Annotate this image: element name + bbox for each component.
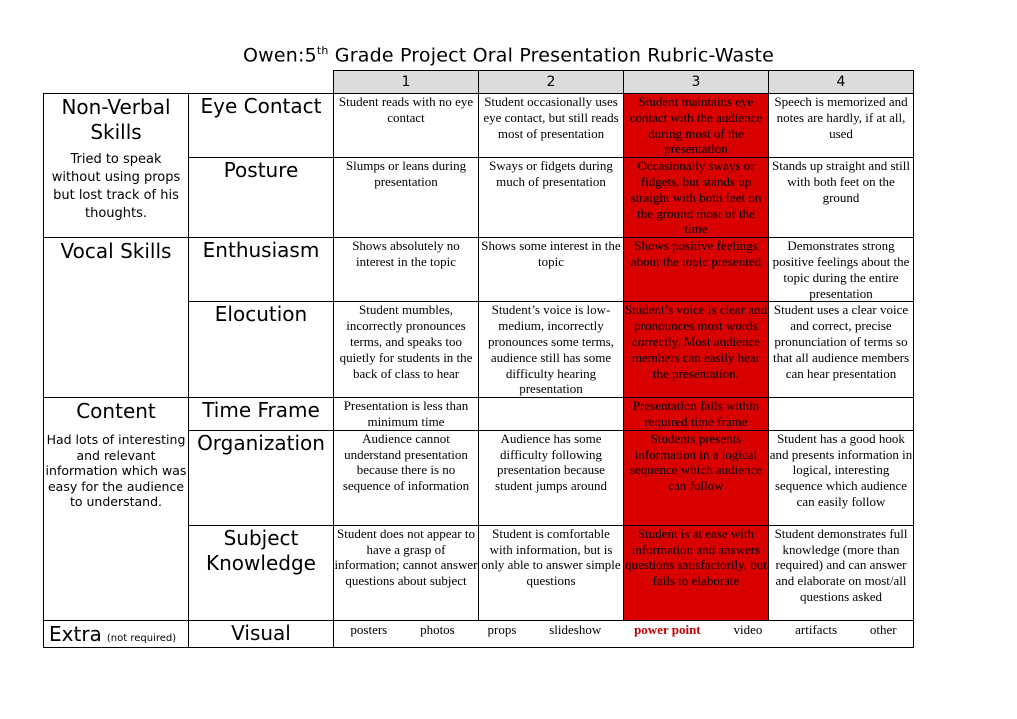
descriptor-cell[interactable]: Student is at ease with information and answers questions satisfactorily, but fails to elaborate bbox=[624, 525, 769, 620]
visual-option[interactable]: slideshow bbox=[549, 621, 602, 637]
criterion-row-eye-contact bbox=[44, 94, 914, 158]
descriptor-cell[interactable] bbox=[769, 398, 914, 431]
descriptor-cell[interactable]: Student’s voice is low-medium, incorrectly pronounces some terms, audience still has some difficulty hearing presentation bbox=[479, 302, 624, 398]
criterion-row-enthusiasm bbox=[44, 238, 914, 302]
descriptor-cell[interactable]: Shows positive feelings about the topic presented bbox=[624, 238, 769, 302]
descriptor-cell[interactable]: Student’s voice is clear and pronounces most words correctly. Most audience members can easily hear the presentation. bbox=[624, 302, 769, 398]
criterion-name: Posture bbox=[189, 158, 334, 238]
visual-option[interactable]: props bbox=[487, 621, 517, 637]
rubric-table bbox=[43, 70, 914, 648]
category-note: Had lots of interesting and relevant information which was easy for the audience to understand. bbox=[45, 432, 187, 510]
criterion-name: Enthusiasm bbox=[189, 238, 334, 302]
level-header-4: 4 bbox=[769, 71, 914, 94]
category-non-verbal-skills bbox=[44, 94, 189, 238]
descriptor-cell[interactable]: Students presents information in a logical sequence which audience can follow bbox=[624, 430, 769, 525]
criterion-name: Eye Contact bbox=[189, 94, 334, 158]
header-spacer bbox=[44, 71, 189, 94]
descriptor-cell[interactable]: Shows some interest in the topic bbox=[479, 238, 624, 302]
visual-option[interactable]: power point bbox=[634, 621, 701, 637]
level-header-3: 3 bbox=[624, 71, 769, 94]
visual-option[interactable]: photos bbox=[420, 621, 455, 637]
visual-option[interactable]: video bbox=[733, 621, 763, 637]
level-header-2: 2 bbox=[479, 71, 624, 94]
page-title bbox=[0, 44, 1017, 66]
category-name: Vocal Skills bbox=[60, 239, 172, 264]
descriptor-cell[interactable]: Demonstrates strong positive feelings about the topic during the entire presentation bbox=[769, 238, 914, 302]
category-vocal-skills bbox=[44, 238, 189, 398]
descriptor-cell[interactable]: Speech is memorized and notes are hardly, if at all, used bbox=[769, 94, 914, 158]
level-header-1: 1 bbox=[334, 71, 479, 94]
visual-option[interactable]: posters bbox=[350, 621, 388, 637]
category-note: Tried to speak without using props but lost track of his thoughts. bbox=[51, 152, 181, 221]
visual-options bbox=[334, 621, 913, 638]
descriptor-cell[interactable]: Student reads with no eye contact bbox=[334, 94, 479, 158]
descriptor-cell[interactable]: Shows absolutely no interest in the topic bbox=[334, 238, 479, 302]
descriptor-cell[interactable]: Student uses a clear voice and correct, precise pronunciation of terms so that all audience members can hear presentation bbox=[769, 302, 914, 398]
descriptor-cell[interactable] bbox=[479, 398, 624, 431]
descriptor-cell[interactable]: Sways or fidgets during much of presentation bbox=[479, 158, 624, 238]
criterion-name: Subject Knowledge bbox=[189, 525, 334, 620]
descriptor-cell[interactable]: Student does not appear to have a grasp of information; cannot answer questions about subject bbox=[334, 525, 479, 620]
title-superscript: th bbox=[316, 44, 329, 57]
descriptor-cell[interactable]: Stands up straight and still with both feet on the ground bbox=[769, 158, 914, 238]
descriptor-cell[interactable]: Slumps or leans during presentation bbox=[334, 158, 479, 238]
criterion-name: Time Frame bbox=[189, 398, 334, 431]
descriptor-cell[interactable]: Student occasionally uses eye contact, but still reads most of presentation bbox=[479, 94, 624, 158]
descriptor-cell[interactable]: Occasionally sways or fidgets, but stands up straight with both feet on the ground most of the time bbox=[624, 158, 769, 238]
category-name: Content bbox=[76, 399, 156, 424]
descriptor-cell[interactable]: Audience has some difficulty following presentation because student jumps around bbox=[479, 430, 624, 525]
descriptor-cell[interactable]: Student has a good hook and presents information in logical, interesting sequence which audience can easily follow bbox=[769, 430, 914, 525]
descriptor-cell[interactable]: Student demonstrates full knowledge (more than required) and can answer and elaborate on most/all questions asked bbox=[769, 525, 914, 620]
header-spacer bbox=[189, 71, 334, 94]
descriptor-cell[interactable]: Student maintains eye contact with the audience during most of the presentation bbox=[624, 94, 769, 158]
category-name: Non-Verbal Skills bbox=[61, 95, 171, 144]
level-header-row bbox=[44, 71, 914, 94]
title-rest: Grade Project Oral Presentation Rubric-Waste bbox=[328, 44, 775, 67]
criterion-name: Elocution bbox=[189, 302, 334, 398]
category-extra bbox=[44, 620, 189, 647]
title-prefix: Owen:5 bbox=[242, 44, 317, 67]
descriptor-cell[interactable]: Student mumbles, incorrectly pronounces terms, and speaks too quietly for students in the back of class to hear bbox=[334, 302, 479, 398]
extra-name: Extra bbox=[49, 621, 102, 646]
criterion-row-visual bbox=[44, 620, 914, 647]
descriptor-cell[interactable]: Presentation falls within required time frame bbox=[624, 398, 769, 431]
category-content bbox=[44, 398, 189, 621]
extra-note: (not required) bbox=[106, 632, 177, 644]
visual-option[interactable]: other bbox=[869, 621, 897, 637]
criterion-name: Organization bbox=[189, 430, 334, 525]
descriptor-cell[interactable]: Audience cannot understand presentation because there is no sequence of information bbox=[334, 430, 479, 525]
visual-option[interactable]: artifacts bbox=[795, 621, 838, 637]
visual-options-cell bbox=[334, 620, 914, 647]
criterion-row-time-frame bbox=[44, 398, 914, 431]
criterion-name: Visual bbox=[189, 620, 334, 647]
descriptor-cell[interactable]: Student is comfortable with information, but is only able to answer simple questions bbox=[479, 525, 624, 620]
descriptor-cell[interactable]: Presentation is less than minimum time bbox=[334, 398, 479, 431]
